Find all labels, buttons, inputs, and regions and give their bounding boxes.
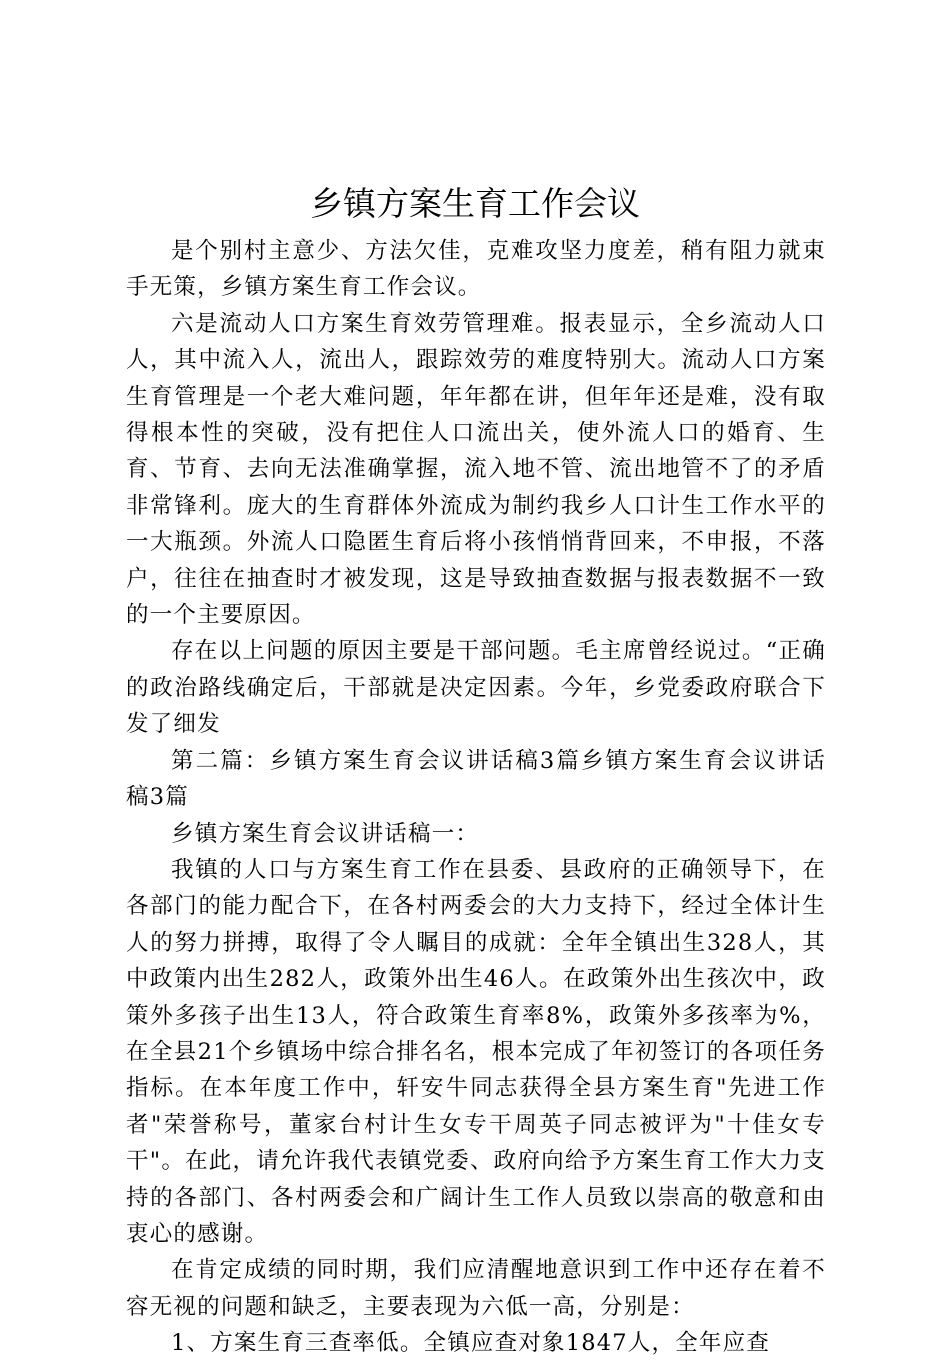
- paragraph: 六是流动人口方案生育效劳管理难。报表显示，全乡流动人口人，其中流入人，流出人，跟踪效劳的难度特别大。流动人口方案生育管理是一个老大难问题，年年都在讲，但年年还是难，没有取得根本性的突破，没有把住人口流出关，使外流人口的婚育、生育、节育、去向无法准确掌握，流入地不管、流出地管不了的矛盾非常锋利。庞大的生育群体外流成为制约我乡人口计生工作水平的一大瓶颈。外流人口隐匿生育后将小孩悄悄背回来，不申报，不落户，往往在抽查时才被发现，这是导致抽查数据与报表数据不一致的一个主要原因。: [126, 310, 826, 629]
- paragraph: 存在以上问题的原因主要是干部问题。毛主席曾经说过。“正确的政治路线确定后，干部就是决定因素。今年，乡党委政府联合下发了细发: [126, 638, 826, 738]
- paragraph: 我镇的人口与方案生育工作在县委、县政府的正确领导下，在各部门的能力配合下，在各村两委会的大力支持下，经过全体计生人的努力拼搏，取得了令人瞩目的成就：全年全镇出生328人，其中政策内出生282人，政策外出生46人。在政策外出生孩次中，政策外多孩子出生13人，符合政策生育率8%，政策外多孩率为%，在全县21个乡镇场中综合排名名，根本完成了年初签订的各项任务指标。在本年度工作中，轩安牛同志获得全县方案生育"先进工作者"荣誉称号，董家台村计生女专干周英子同志被评为"十佳女专干"。在此，请允许我代表镇党委、政府向给予方案生育工作大力支持的各部门、各村两委会和广阔计生工作人员致以崇高的敬意和由衷心的感谢。: [126, 856, 826, 1247]
- paragraph: 乡镇方案生育会议讲话稿一：: [171, 820, 480, 847]
- paragraph: 是个别村主意少、方法欠佳，克难攻坚力度差，稍有阻力就束手无策，乡镇方案生育工作会议。: [126, 238, 826, 301]
- document-title: 乡镇方案生育工作会议: [310, 184, 640, 223]
- paragraph: 第二篇：乡镇方案生育会议讲话稿3篇乡镇方案生育会议讲话稿3篇: [126, 747, 826, 811]
- paragraph: 1、方案生育三查率低。全镇应查对象1847人，全年应查: [171, 1330, 770, 1357]
- paragraph: 在肯定成绩的同时期，我们应清醒地意识到工作中还存在着不容无视的问题和缺乏，主要表现为六低一高，分别是：: [126, 1257, 826, 1320]
- document-body: [126, 233, 826, 1362]
